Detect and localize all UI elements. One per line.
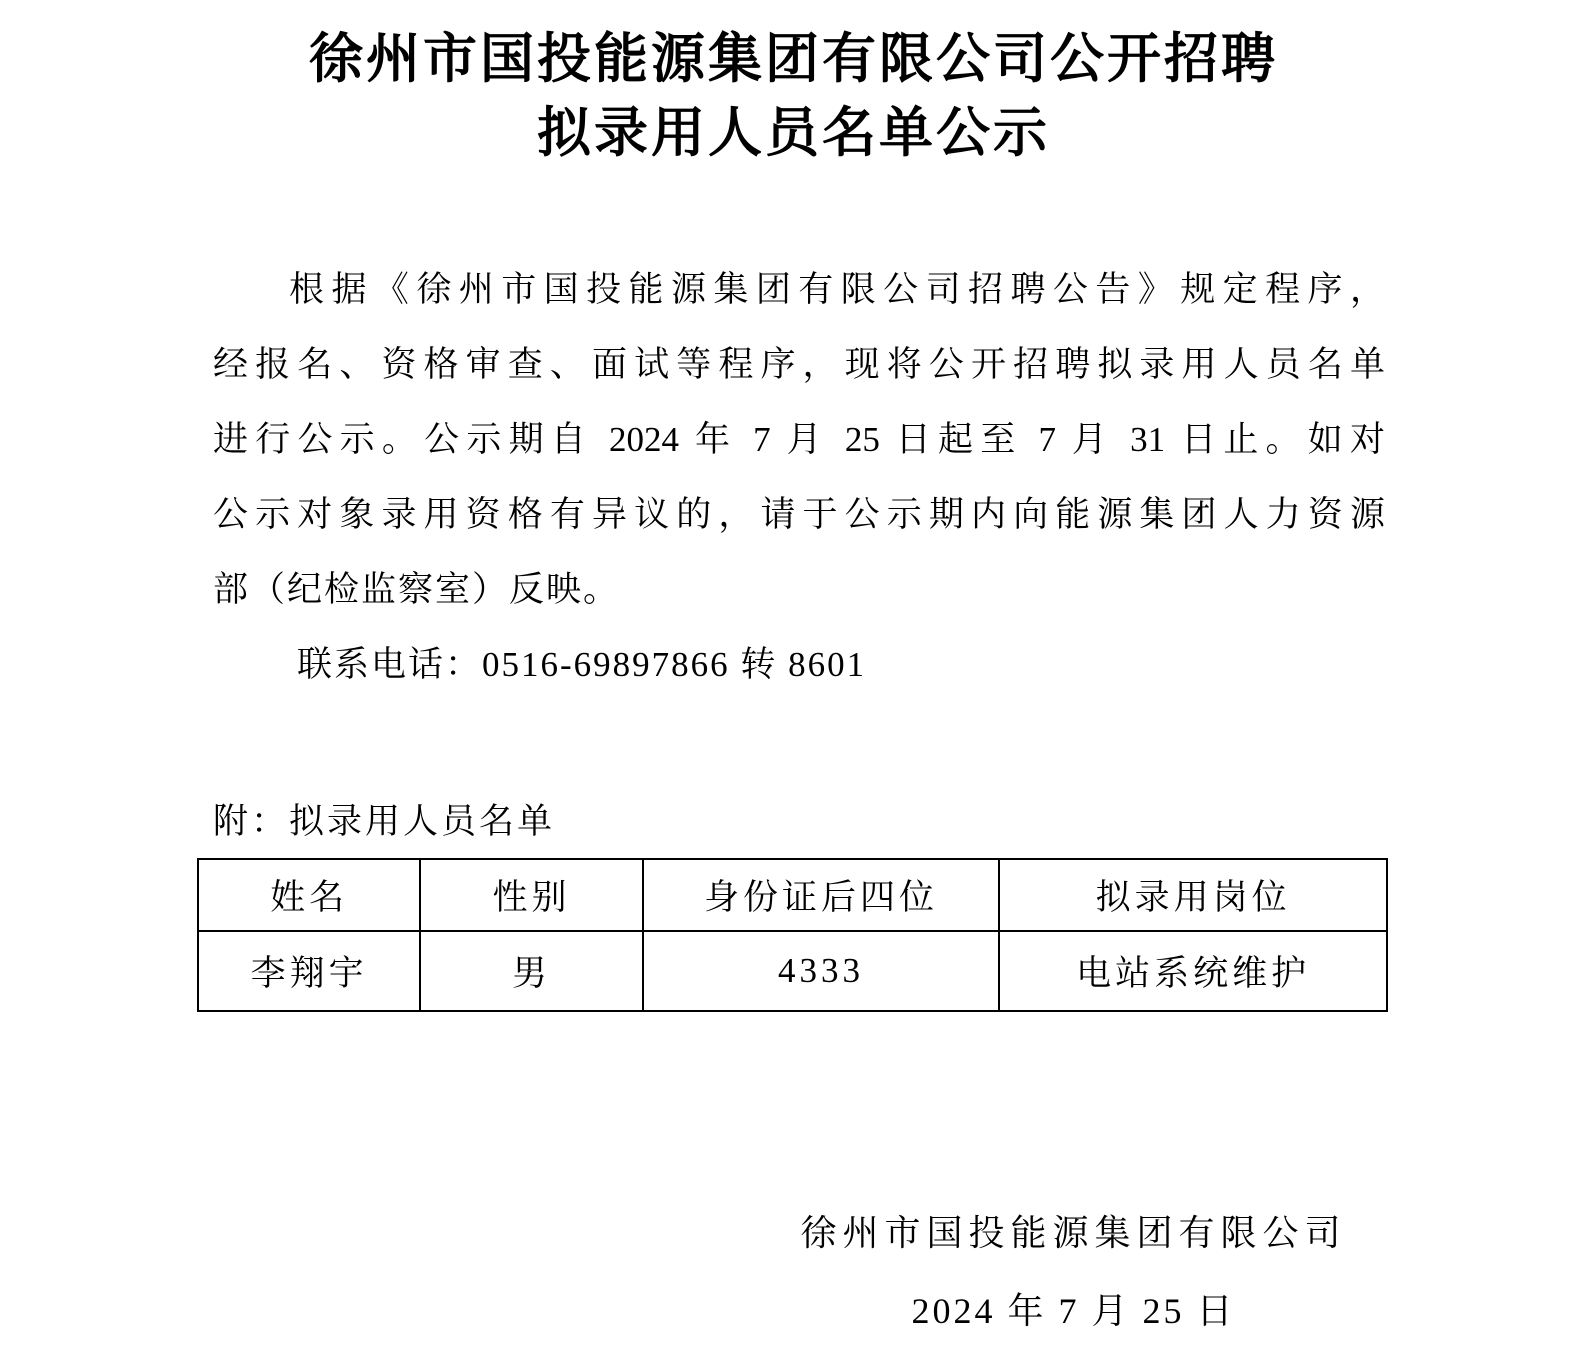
signature-block	[560, 1208, 1587, 1336]
cell-name: 李翔宇	[198, 931, 420, 1011]
document-title-line2: 拟录用人员名单公示	[537, 103, 1050, 163]
paragraph-line: 部（纪检监察室）反映。	[213, 570, 621, 609]
cell-position: 电站系统维护	[999, 931, 1387, 1011]
header-name: 姓名	[198, 859, 420, 931]
header-gender: 性别	[420, 859, 642, 931]
cell-id-last4: 4333	[643, 931, 1000, 1011]
table-header-row	[198, 859, 1387, 931]
contact-phone-line: 联系电话：0516-69897866 转 8601	[297, 645, 867, 684]
attachment-label: 附：拟录用人员名单	[213, 802, 556, 841]
document-title-line1: 徐州市国投能源集团有限公司公开招聘	[309, 29, 1278, 89]
paragraph-line: 根据《徐州市国投能源集团有限公司招聘公告》规定程序，	[289, 270, 1385, 309]
header-position: 拟录用岗位	[999, 859, 1387, 931]
document-title	[0, 0, 1587, 170]
paragraph-line: 公示对象录用资格有异议的，请于公示期内向能源集团人力资源	[213, 495, 1385, 534]
table-row	[198, 931, 1387, 1011]
body-paragraph	[0, 252, 1587, 702]
signature-date: 2024 年 7 月 25 日	[911, 1291, 1236, 1331]
cell-gender: 男	[420, 931, 642, 1011]
proposed-hires-table	[197, 858, 1388, 1012]
header-id-last4: 身份证后四位	[643, 859, 1000, 931]
paragraph-line: 经报名、资格审查、面试等程序，现将公开招聘拟录用人员名单	[213, 345, 1385, 384]
paragraph-line: 进行公示。公示期自 2024 年 7 月 25 日起至 7 月 31 日止。如对	[213, 420, 1385, 459]
signature-company: 徐州市国投能源集团有限公司	[800, 1213, 1347, 1253]
